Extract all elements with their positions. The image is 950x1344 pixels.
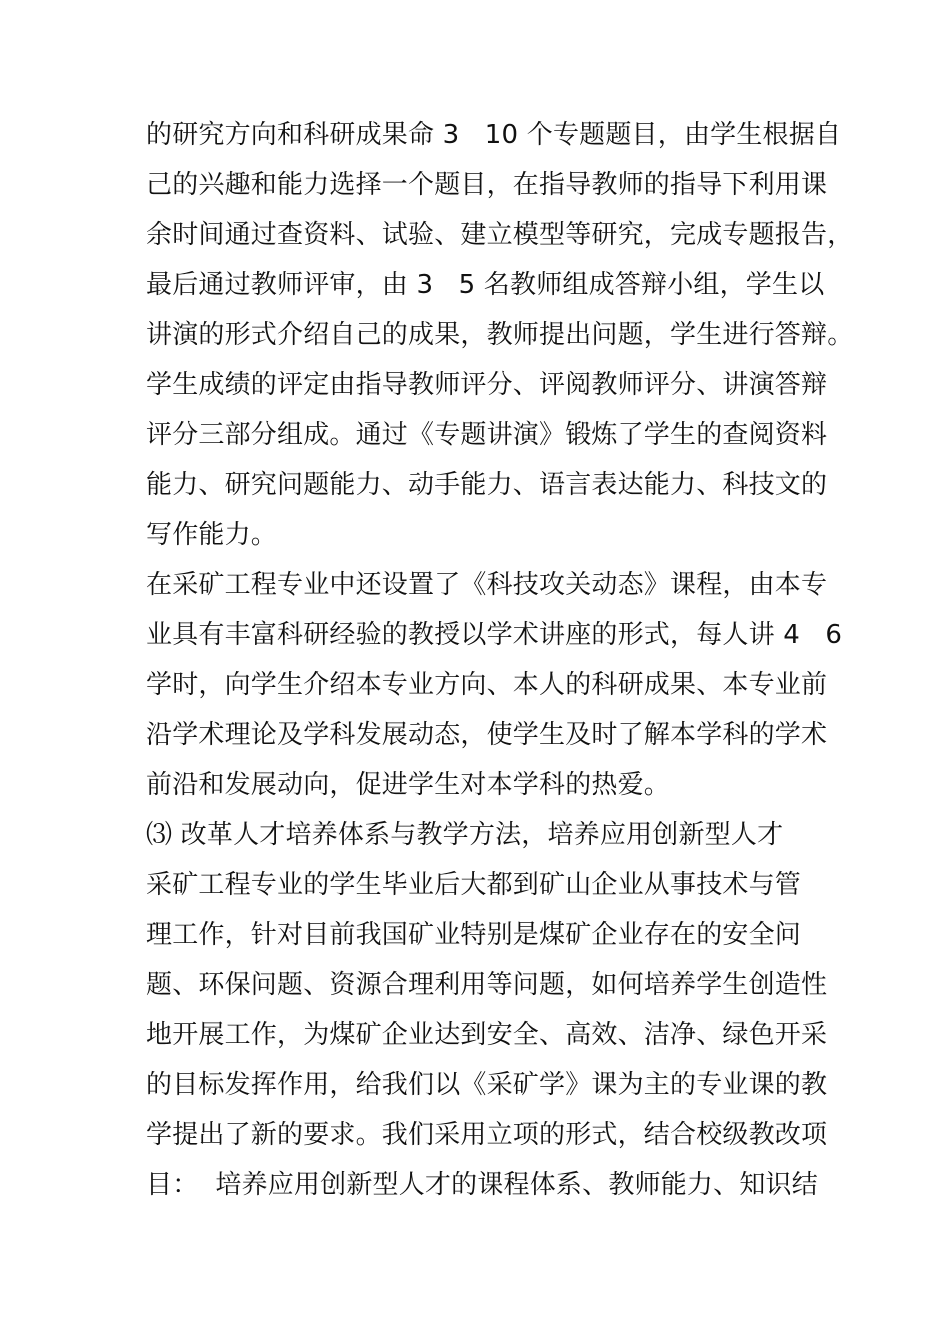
text-line-6: 学生成绩的评定由指导教师评分、评阅教师评分、讲演答辩 <box>146 370 828 400</box>
text-line-16: 采矿工程专业的学生毕业后大都到矿山企业从事技术与管 <box>146 870 802 900</box>
text-line-3: 余时间通过查资料、试验、建立模型等研究，完成专题报告， <box>146 220 854 250</box>
body-text <box>146 110 854 1210</box>
text-line-18: 题、环保问题、资源合理利用等问题，如何培养学生创造性 <box>146 970 828 1000</box>
text-line-4: 最后通过教师评审，由 3 5 名教师组成答辩小组，学生以 <box>146 270 825 300</box>
text-line-11: 业具有丰富科研经验的教授以学术讲座的形式，每人讲 4 6 <box>146 620 843 650</box>
text-line-12: 学时，向学生介绍本专业方向、本人的科研成果、本专业前 <box>146 670 828 700</box>
text-line-20: 的目标发挥作用，给我们以《采矿学》课为主的专业课的教 <box>146 1070 828 1100</box>
text-line-17: 理工作，针对目前我国矿业特别是煤矿企业存在的安全问 <box>146 920 802 950</box>
text-line-5: 讲演的形式介绍自己的成果，教师提出问题，学生进行答辩。 <box>146 320 854 350</box>
text-line-21: 学提出了新的要求。我们采用立项的形式，结合校级教改项 <box>146 1120 828 1150</box>
text-line-7: 评分三部分组成。通过《专题讲演》锻炼了学生的查阅资料 <box>146 420 828 450</box>
text-line-10: 在采矿工程专业中还设置了《科技攻关动态》课程，由本专 <box>146 570 828 600</box>
text-line-1: 的研究方向和科研成果命 3 10 个专题题目，由学生根据自 <box>146 120 842 150</box>
text-line-14: 前沿和发展动向，促进学生对本学科的热爱。 <box>146 770 671 800</box>
text-line-8: 能力、研究问题能力、动手能力、语言表达能力、科技文的 <box>146 470 828 500</box>
section-heading: ⑶ 改革人才培养体系与教学方法，培养应用创新型人才 <box>146 820 784 850</box>
text-line-19: 地开展工作，为煤矿企业达到安全、高效、洁净、绿色开采 <box>146 1020 828 1050</box>
text-line-22: 目： 培养应用创新型人才的课程体系、教师能力、知识结 <box>146 1170 818 1200</box>
text-line-13: 沿学术理论及学科发展动态，使学生及时了解本学科的学术 <box>146 720 828 750</box>
text-line-9: 写作能力。 <box>146 520 278 550</box>
text-line-2: 己的兴趣和能力选择一个题目，在指导教师的指导下利用课 <box>146 170 828 200</box>
